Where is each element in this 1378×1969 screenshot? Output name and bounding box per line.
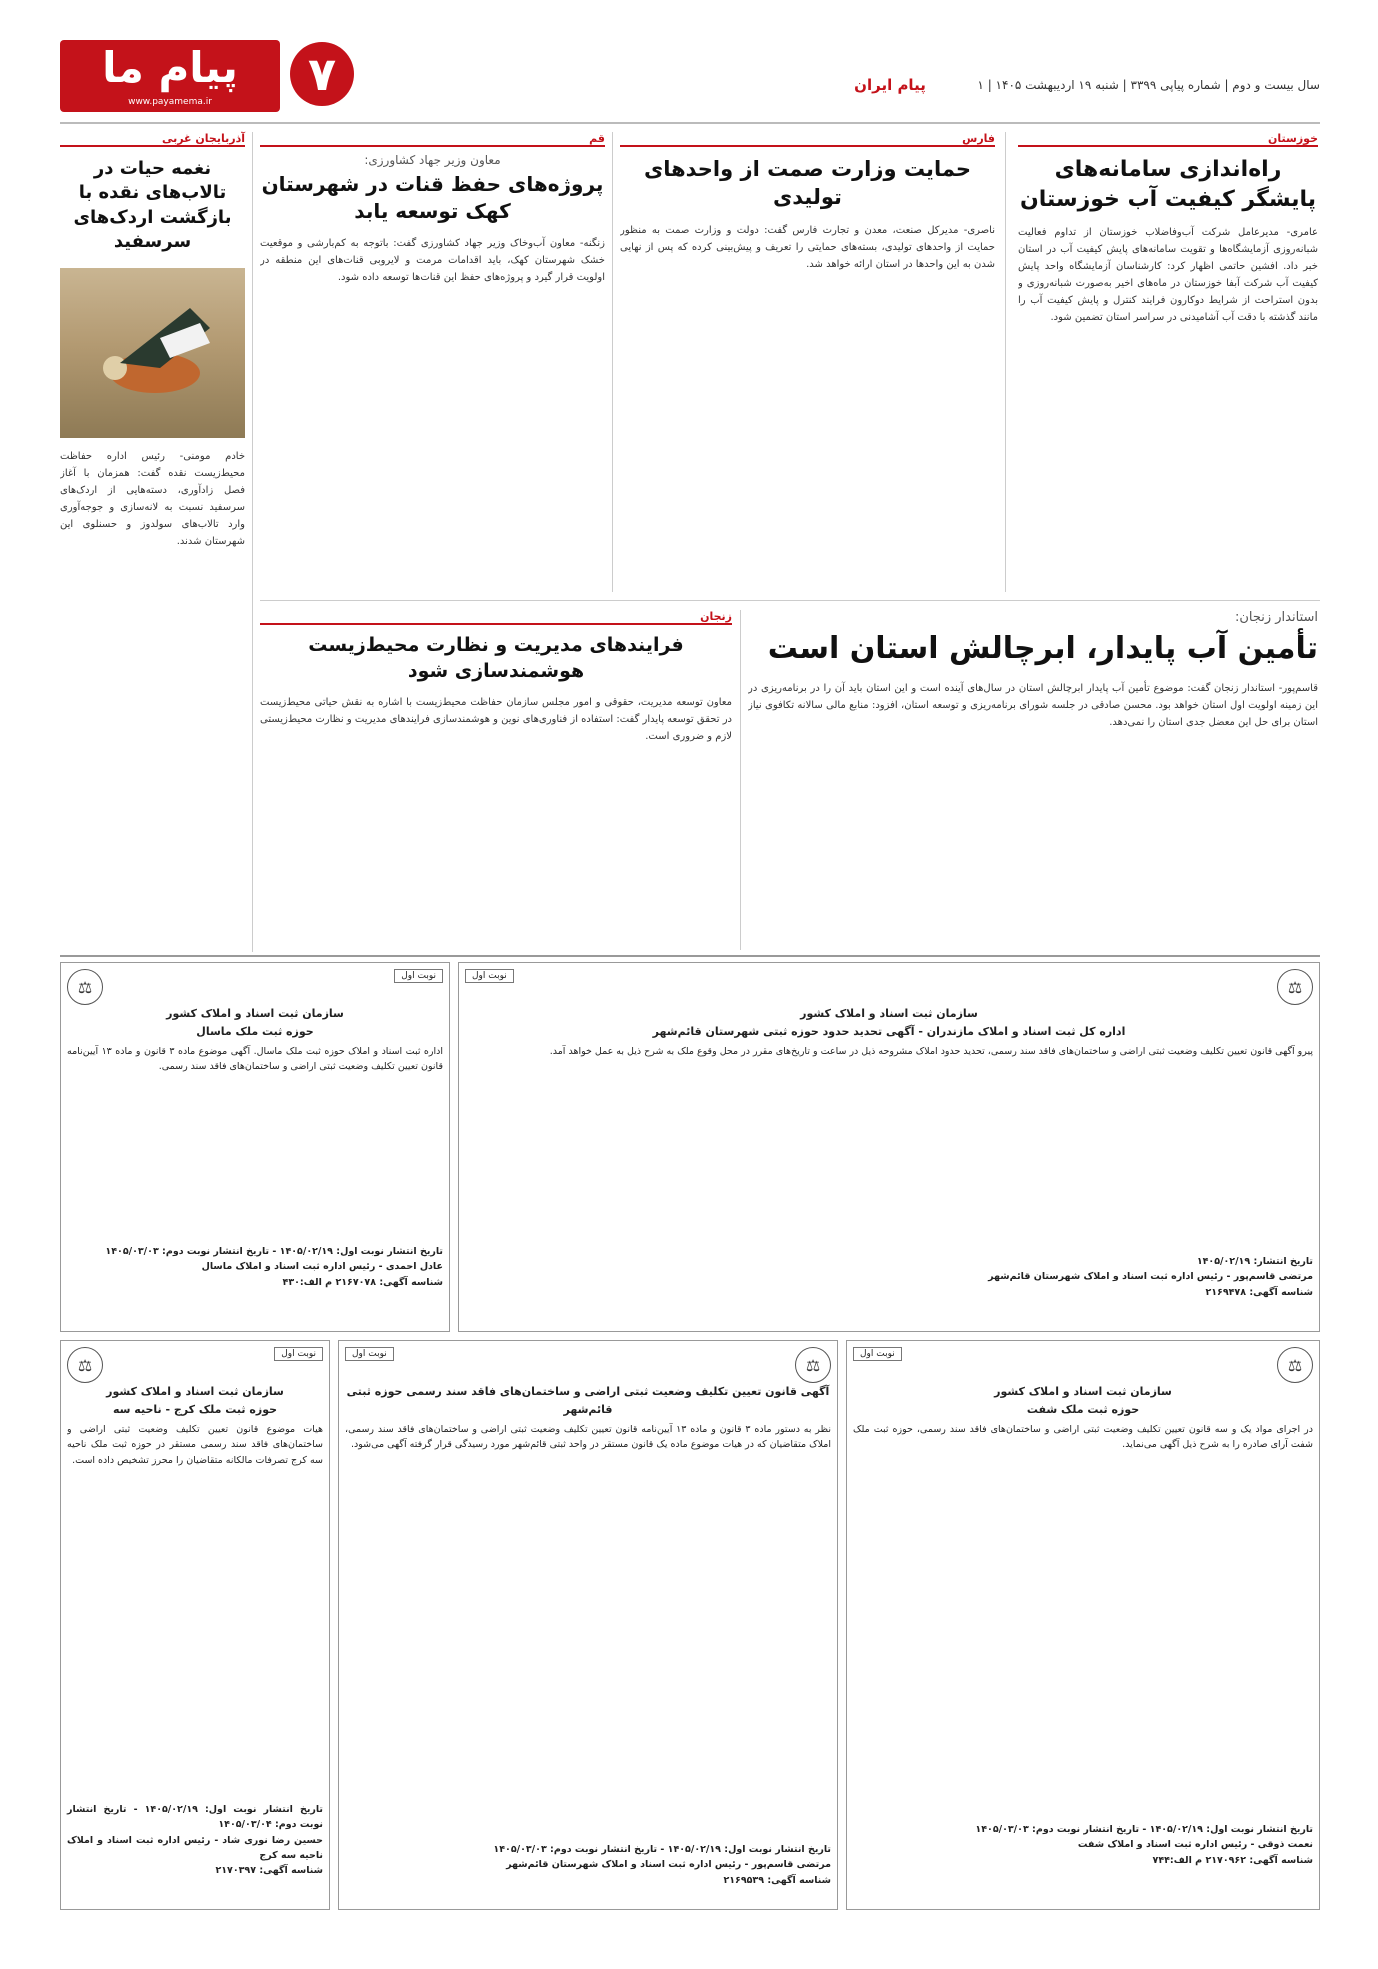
tag-underline: [260, 145, 605, 147]
emblem-icon: ⚖: [795, 1347, 831, 1383]
article-body: قاسم‌پور- استاندار زنجان گفت: موضوع تأمین آب پایدار ابرچالش استان در سال‌های آینده است و این استان باید آن را در برنامه‌ریزی در این زمینه اولویت اول استان خواهد بود. محسن صادقی در جلسه شورای برنامه‌ریزی و توسعه استان، افزود: منابع مالی سالانه تکافوی نیاز استان برای حل این معضل جدی استان را نمی‌دهد.: [748, 682, 1318, 728]
notice-signer: مرتضی قاسم‌پور - رئیس اداره ثبت اسناد و املاک شهرستان قائم‌شهر: [988, 1271, 1313, 1283]
notice-org: سازمان ثبت اسناد و املاک کشور: [166, 1007, 344, 1020]
notice-badge: نوبت اول: [274, 1347, 323, 1361]
notice-signer: نعمت ذوقی - رئیس اداره ثبت اسناد و املاک شفت: [1077, 1839, 1313, 1851]
notice-org: سازمان ثبت اسناد و املاک کشور: [994, 1385, 1172, 1398]
article-headline[interactable]: پروژه‌های حفظ قنات در شهرستان کهک توسعه یابد: [261, 172, 604, 223]
notice-body: نظر به دستور ماده ۳ قانون و ماده ۱۳ آیین‌نامه قانون تعیین تکلیف وضعیت ثبتی اراضی و ساختمان‌های فاقد سند رسمی، املاک متقاضیان که در هیات موضوع ماده یک قانون مستقر در واحد ثبتی قائم‌شهر مورد رسیدگی قرار گرفته آگهی می‌شود.: [345, 1424, 831, 1451]
notice-code: شناسه آگهی: ۲۱۷۰۳۹۷: [215, 1864, 323, 1876]
notice-dates: تاریخ انتشار نوبت اول: ۱۴۰۵/۰۲/۱۹ - تاریخ انتشار نوبت دوم: ۱۴۰۵/۰۳/۰۳: [975, 1824, 1313, 1836]
page-number: ۷: [290, 42, 354, 106]
notice-org: سازمان ثبت اسناد و املاک کشور: [800, 1007, 978, 1020]
notice-qaemshahr-boundary: [458, 962, 1320, 1332]
notice-body: پیرو آگهی قانون تعیین تکلیف وضعیت ثبتی اراضی و ساختمان‌های فاقد سند رسمی، تحدید حدود املاک مشروحه ذیل در ساعت و تاریخ‌های مقرر در محل وقوع ملک به شرح ذیل به عمل خواهد آمد.: [549, 1046, 1313, 1058]
notice-org: سازمان ثبت اسناد و املاک کشور: [106, 1385, 284, 1398]
notice-code: شناسه آگهی: ۲۱۶۷۰۷۸ م الف:۴۳۰: [282, 1276, 443, 1288]
notice-body: در اجرای مواد یک و سه قانون تعیین تکلیف وضعیت ثبتی اراضی و ساختمان‌های فاقد سند رسمی، حوزه ثبت ملک شفت آرای صادره را به شرح ذیل آگهی می‌نماید.: [853, 1424, 1313, 1451]
article-qom: [260, 132, 605, 592]
notice-code: شناسه آگهی: ۲۱۷۰۹۶۲ م الف:۷۴۴: [1152, 1854, 1313, 1866]
notice-karaj: [60, 1340, 330, 1910]
issue-meta: سال بیست و دوم | شماره پیاپی ۳۳۹۹ | شنبه ۱۹ اردیبهشت ۱۴۰۵ | ۱: [977, 78, 1320, 92]
article-tag: فارس: [962, 132, 995, 145]
section-title: پیام ایران: [854, 76, 926, 94]
notice-masal: [60, 962, 450, 1332]
notice-title: حوزه ثبت ملک شفت: [1026, 1402, 1140, 1416]
article-headline[interactable]: حمایت وزارت صمت از واحدهای تولیدی: [643, 157, 972, 210]
emblem-icon: ⚖: [67, 969, 103, 1005]
notice-signer: حسین رضا نوری شاد - رئیس اداره ثبت اسناد و املاک ناحیه سه کرج: [67, 1834, 323, 1861]
header-divider: [60, 122, 1320, 124]
notice-code: شناسه آگهی: ۲۱۶۹۵۳۹: [723, 1874, 831, 1886]
article-headline[interactable]: تأمین آب پایدار، ابرچالش استان است: [767, 631, 1318, 666]
notice-badge: نوبت اول: [853, 1347, 902, 1361]
notice-code: شناسه آگهی: ۲۱۶۹۴۷۸: [1205, 1286, 1313, 1298]
article-tag: خوزستان: [1268, 132, 1318, 145]
notice-title: اداره کل ثبت اسناد و املاک مازندران - آگهی تحدید حدود حوزه ثبتی شهرستان قائم‌شهر: [652, 1024, 1126, 1038]
newspaper-logo[interactable]: [60, 40, 280, 112]
row-divider: [260, 600, 1320, 601]
emblem-icon: ⚖: [1277, 1347, 1313, 1383]
article-body: معاون توسعه مدیریت، حقوقی و امور مجلس سازمان حفاظت محیط‌زیست با اشاره به نقش حیاتی محیط‌زیست در تحقق توسعه پایدار گفت: استفاده از فناوری‌های نوین و هوشمندسازی فرایندهای مدیریت و نظارت محیط‌زیستی لازم و ضروری است.: [260, 697, 732, 743]
article-body: زنگنه- معاون آب‌وخاک وزیر جهاد کشاورزی گفت: باتوجه به کم‌بارشی و موقعیت خشک شهرستان کهک، باید اقدامات مرمت و لایروبی قنات‌های این منطقه در اولویت قرار گیرد و پروژه‌های حفظ این قنات‌ها توسعه داده شود.: [260, 238, 605, 283]
article-fars: [620, 132, 995, 592]
article-west-azarbaijan: [60, 132, 245, 952]
article-headline[interactable]: نغمه حیات در تالاب‌های نقده با بازگشت اردک‌های سرسفید: [73, 158, 232, 252]
notice-title: حوزه ثبت ملک ماسال: [196, 1024, 314, 1038]
article-kicker: استاندار زنجان:: [1234, 610, 1318, 625]
duck-illustration: [60, 268, 245, 438]
notice-badge: نوبت اول: [465, 969, 514, 983]
article-kicker: معاون وزیر جهاد کشاورزی:: [364, 153, 501, 167]
column-divider: [612, 132, 613, 592]
article-headline[interactable]: راه‌اندازی سامانه‌های پایشگر کیفیت آب خوزستان: [1019, 157, 1317, 212]
masthead: [60, 40, 1320, 120]
column-divider: [252, 132, 253, 952]
tag-underline: [1018, 145, 1318, 147]
notice-signer: مرتضی قاسم‌پور - رئیس اداره ثبت اسناد و املاک شهرستان قائم‌شهر: [506, 1859, 831, 1871]
notice-badge: نوبت اول: [394, 969, 443, 983]
article-body: خادم مومنی- رئیس اداره حفاظت محیط‌زیست نقده گفت: همزمان با آغاز فصل زادآوری، دسته‌هایی از اردک‌های سرسفید نسبت به لانه‌سازی و جوجه‌آوری وارد تالاب‌های سولدوز و حسنلوی این شهرستان شدند.: [60, 451, 245, 548]
article-tag: قم: [589, 132, 605, 145]
notice-org: آگهی قانون تعیین تکلیف وضعیت ثبتی اراضی و ساختمان‌های فاقد سند رسمی حوزه ثبتی قائم‌شهر: [346, 1385, 830, 1416]
ads-divider: [60, 955, 1320, 957]
duck-photo: [60, 268, 245, 438]
column-divider: [1005, 132, 1006, 592]
tag-underline: [60, 145, 245, 147]
notice-shaft: [846, 1340, 1320, 1910]
notice-dates: تاریخ انتشار نوبت اول: ۱۴۰۵/۰۲/۱۹ - تاریخ انتشار نوبت دوم: ۱۴۰۵/۰۳/۰۴: [67, 1804, 323, 1831]
article-tag: آذربایجان غربی: [161, 132, 245, 145]
tag-underline: [620, 145, 995, 147]
article-body: ناصری- مدیرکل صنعت، معدن و تجارت فارس گفت: دولت و وزارت صمت به منظور حمایت از واحدهای تولیدی، بسته‌های حمایتی را تعریف و پیش‌بینی کرده که پس از نهایی شدن به این واحدها در استان ارائه خواهد شد.: [620, 224, 995, 270]
notice-qaemshahr-title: [338, 1340, 838, 1910]
article-khuzestan: [1018, 132, 1318, 592]
notice-dates: تاریخ انتشار نوبت اول: ۱۴۰۵/۰۲/۱۹ - تاریخ انتشار نوبت دوم: ۱۴۰۵/۰۳/۰۳: [105, 1246, 443, 1258]
emblem-icon: ⚖: [1277, 969, 1313, 1005]
notice-badge: نوبت اول: [345, 1347, 394, 1361]
article-tag: زنجان: [700, 610, 732, 623]
column-divider: [740, 610, 741, 950]
notice-body: اداره ثبت اسناد و املاک حوزه ثبت ملک ماسال. آگهی موضوع ماده ۳ قانون و ماده ۱۳ آیین‌نامه قانون تعیین تکلیف وضعیت ثبتی اراضی و ساختمان‌های فاقد سند رسمی.: [67, 1046, 443, 1073]
article-body: عامری- مدیرعامل شرکت آب‌وفاضلاب خوزستان از تداوم فعالیت شبانه‌روزی آزمایشگاه‌ها و تقویت سامانه‌های پایش کیفیت آب در استان خبر داد. افشین حاتمی اظهار کرد: کارشناسان آزمایشگاه واحد پایش کیفیت آب شرکت آبفا خوزستان در ماه‌های اخیر به‌صورت شبانه‌روزی و بدون استراحت از شرایط دوکارون فرایند کنترل و پایش کیفیت آب را مانند گذشته با دقت آب آشامیدنی در سراسر استان تضمین شود.: [1018, 227, 1318, 324]
logo-brand: پیام ما: [102, 43, 238, 92]
notice-dates: تاریخ انتشار نوبت اول: ۱۴۰۵/۰۲/۱۹ - تاریخ انتشار نوبت دوم: ۱۴۰۵/۰۳/۰۳: [493, 1844, 831, 1856]
notice-body: هیات موضوع قانون تعیین تکلیف وضعیت ثبتی اراضی و ساختمان‌های فاقد سند رسمی مستقر در حوزه ثبت ملک ناحیه سه کرج تصرفات مالکانه متقاضیان را محرز تشخیص داده است.: [67, 1424, 323, 1466]
notice-signer: عادل احمدی - رئیس اداره ثبت اسناد و املاک ماسال: [201, 1261, 443, 1273]
emblem-icon: ⚖: [67, 1347, 103, 1383]
notice-dates: تاریخ انتشار: ۱۴۰۵/۰۲/۱۹: [1196, 1256, 1313, 1268]
article-zanjan-environment: [260, 610, 732, 950]
logo-site: www.payamema.ir: [128, 97, 212, 107]
article-headline[interactable]: فرایندهای مدیریت و نظارت محیط‌زیست هوشمندسازی شود: [308, 634, 684, 682]
tag-underline: [260, 623, 732, 625]
notice-title: حوزه ثبت ملک کرج - ناحیه سه: [112, 1402, 278, 1416]
article-zanjan-water: [748, 610, 1318, 950]
